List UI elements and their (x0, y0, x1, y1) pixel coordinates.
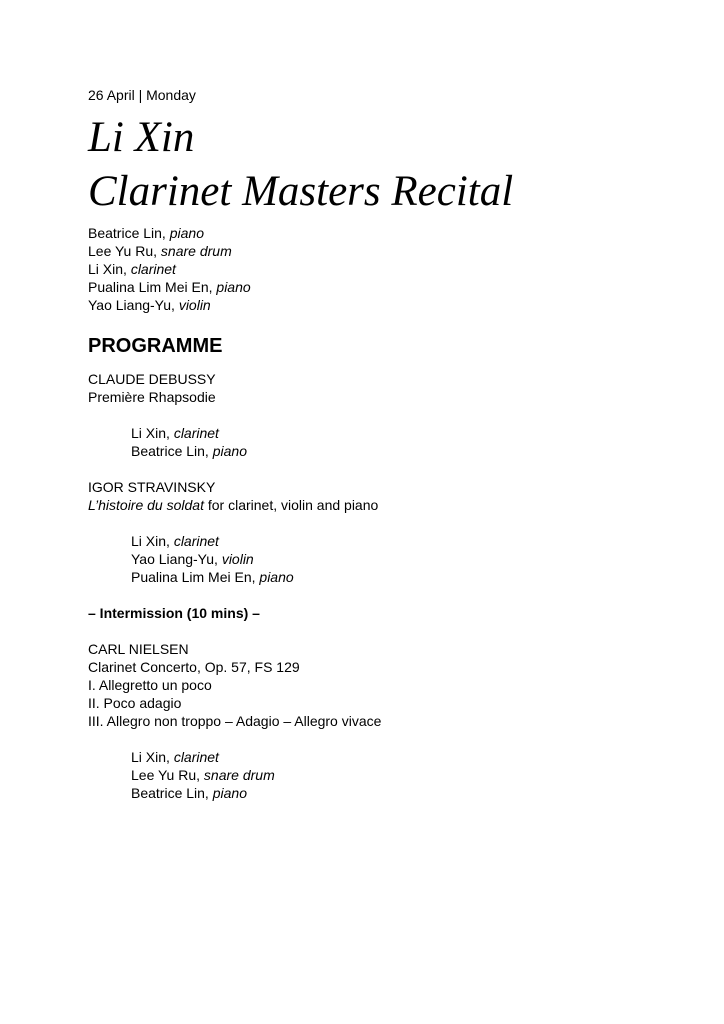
piece-title (88, 496, 688, 514)
performer-name: Beatrice Lin, (88, 225, 170, 241)
performer-list (88, 224, 688, 314)
movement: III. Allegro non troppo – Adagio – Allegro vivace (88, 713, 382, 729)
player-entry (88, 784, 688, 802)
player-instrument: piano (212, 443, 247, 459)
programme-page (88, 86, 688, 802)
performer-entry (88, 224, 688, 242)
player-name: Li Xin, (131, 425, 174, 441)
movement: II. Poco adagio (88, 695, 182, 711)
performer-entry (88, 296, 688, 314)
player-entry (88, 532, 688, 550)
player-name: Pualina Lim Mei En, (131, 569, 260, 585)
player-entry (88, 550, 688, 568)
programme-heading: PROGRAMME (88, 335, 223, 357)
player-entry (88, 442, 688, 460)
piece-title-italic: L’histoire du soldat (88, 497, 204, 513)
recital-title-performer: Li Xin (88, 114, 195, 161)
performer-instrument: clarinet (130, 261, 176, 277)
player-instrument: snare drum (203, 767, 275, 783)
intermission-note: – Intermission (10 mins) – (88, 605, 260, 621)
piece-title: Première Rhapsodie (88, 389, 216, 405)
player-entry (88, 568, 688, 586)
player-name: Li Xin, (131, 533, 174, 549)
performer-name: Li Xin, (88, 261, 131, 277)
performer-instrument: piano (216, 279, 251, 295)
piece-title: Clarinet Concerto, Op. 57, FS 129 (88, 659, 300, 675)
composer-name: CLAUDE DEBUSSY (88, 371, 216, 387)
player-instrument: clarinet (173, 749, 219, 765)
player-entry (88, 424, 688, 442)
programme-piece (88, 478, 688, 586)
player-name: Li Xin, (131, 749, 174, 765)
player-instrument: clarinet (173, 425, 219, 441)
player-instrument: piano (212, 785, 247, 801)
performer-instrument: piano (169, 225, 204, 241)
player-name: Lee Yu Ru, (131, 767, 204, 783)
composer-name: CARL NIELSEN (88, 641, 189, 657)
performer-name: Pualina Lim Mei En, (88, 279, 217, 295)
performer-entry (88, 260, 688, 278)
concert-date: 26 April | Monday (88, 87, 196, 103)
performer-instrument: violin (178, 297, 211, 313)
player-instrument: clarinet (173, 533, 219, 549)
player-name: Beatrice Lin, (131, 443, 213, 459)
programme-piece (88, 370, 688, 460)
player-entry (88, 766, 688, 784)
performer-name: Yao Liang-Yu, (88, 297, 179, 313)
programme-piece (88, 640, 688, 802)
performer-entry (88, 278, 688, 296)
player-name: Beatrice Lin, (131, 785, 213, 801)
recital-title: Clarinet Masters Recital (88, 168, 514, 215)
player-name: Yao Liang-Yu, (131, 551, 222, 567)
composer-name: IGOR STRAVINSKY (88, 479, 216, 495)
performer-instrument: snare drum (160, 243, 232, 259)
player-entry (88, 748, 688, 766)
performer-entry (88, 242, 688, 260)
piece-title-instrumentation: for clarinet, violin and piano (203, 497, 379, 513)
player-instrument: violin (221, 551, 254, 567)
movement: I. Allegretto un poco (88, 677, 212, 693)
performer-name: Lee Yu Ru, (88, 243, 161, 259)
player-instrument: piano (259, 569, 294, 585)
